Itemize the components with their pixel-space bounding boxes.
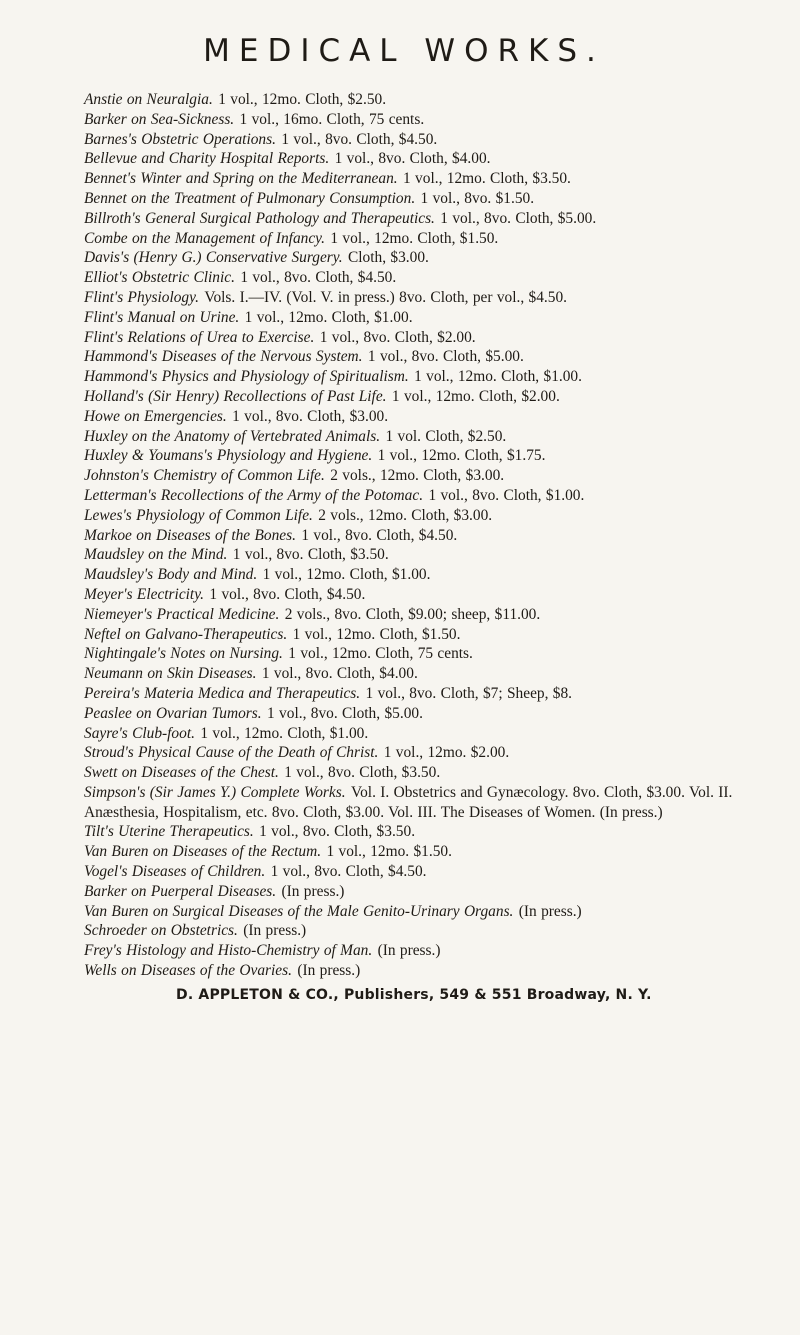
book-details: (In press.) xyxy=(297,962,361,980)
book-title: Wells on Diseases of the Ovaries. xyxy=(84,962,292,980)
book-entry xyxy=(84,149,760,169)
book-entry xyxy=(84,664,760,684)
book-title: Niemeyer's Practical Medicine. xyxy=(84,605,280,623)
book-details: 1 vol., 12mo. Cloth, $2.50. xyxy=(218,91,387,108)
book-title: Vogel's Diseases of Children. xyxy=(84,863,266,881)
book-details: 1 vol., 8vo. Cloth, $2.00. xyxy=(319,328,476,346)
book-title: Johnston's Chemistry of Common Life. xyxy=(84,467,325,485)
book-title: Pereira's Materia Medica and Therapeutics. xyxy=(84,684,361,702)
book-title: Barker on Puerperal Diseases. xyxy=(84,882,277,900)
book-title: Howe on Emergencies. xyxy=(84,407,227,425)
book-details: 1 vol., 12mo. Cloth, $1.50. xyxy=(330,229,499,247)
book-title: Flint's Physiology. xyxy=(84,288,199,306)
book-entry xyxy=(84,526,760,546)
book-title: Van Buren on Surgical Diseases of the Male Genito-Urinary Organs. xyxy=(84,902,514,920)
book-title: Bellevue and Charity Hospital Reports. xyxy=(84,150,330,168)
book-title: Simpson's (Sir James Y.) Complete Works. xyxy=(84,783,346,801)
book-details: Cloth, $3.00. xyxy=(348,249,429,267)
book-entry xyxy=(84,902,760,922)
book-title: Elliot's Obstetric Clinic. xyxy=(84,269,235,287)
book-title: Hammond's Diseases of the Nervous System. xyxy=(84,348,363,366)
book-details: 2 vols., 12mo. Cloth, $3.00. xyxy=(318,506,493,524)
book-details: 1 vol., 8vo. Cloth, $4.50. xyxy=(270,863,427,881)
book-details: 1 vol., 8vo. $1.50. xyxy=(420,189,535,207)
book-entry xyxy=(84,506,760,526)
book-title: Flint's Relations of Urea to Exercise. xyxy=(84,328,315,346)
book-details: 1 vol., 8vo. Cloth, $7; Sheep, $8. xyxy=(365,684,573,702)
book-details: 1 vol., 8vo. Cloth, $3.50. xyxy=(232,546,389,564)
book-entry xyxy=(84,961,760,981)
book-entry xyxy=(84,90,760,110)
book-entry xyxy=(84,466,760,486)
book-title: Anstie on Neuralgia. xyxy=(84,91,213,108)
book-entry xyxy=(84,446,760,466)
book-title: Flint's Manual on Urine. xyxy=(84,308,240,326)
book-entry xyxy=(84,565,760,585)
book-details: 1 vol., 12mo. Cloth, $1.50. xyxy=(292,625,461,643)
book-details: 1 vol., 8vo. Cloth, $4.50. xyxy=(209,585,366,603)
book-entry xyxy=(84,486,760,506)
book-list xyxy=(84,90,760,981)
book-entry xyxy=(84,407,760,427)
page-title: MEDICAL WORKS. xyxy=(203,33,605,69)
book-title: Letterman's Recollections of the Army of the Potomac. xyxy=(84,486,424,504)
book-title: Hammond's Physics and Physiology of Spiritualism. xyxy=(84,368,409,386)
book-details: 1 vol., 12mo. Cloth, $2.00. xyxy=(391,387,560,405)
book-details: 1 vol., 12mo. Cloth, $1.00. xyxy=(262,566,431,584)
book-details: (In press.) xyxy=(518,902,582,920)
publisher-imprint: D. APPLETON & CO., Publishers, 549 & 551 Broadway, N. Y. xyxy=(176,986,652,1003)
book-title: Holland's (Sir Henry) Recollections of Past Life. xyxy=(84,387,387,405)
book-entry xyxy=(84,189,760,209)
book-entry xyxy=(84,288,760,308)
book-details: 1 vol., 12mo. Cloth, $1.00. xyxy=(244,308,413,326)
book-entry xyxy=(84,248,760,268)
book-title: Van Buren on Diseases of the Rectum. xyxy=(84,843,322,861)
book-entry xyxy=(84,684,760,704)
book-details: 1 vol., 8vo. Cloth, $3.50. xyxy=(259,823,416,841)
book-details: (In press.) xyxy=(377,942,441,960)
book-entry xyxy=(84,268,760,288)
book-title: Stroud's Physical Cause of the Death of Christ. xyxy=(84,744,379,762)
book-details: 1 vol., 12mo. Cloth, 75 cents. xyxy=(288,645,473,663)
book-title: Maudsley's Body and Mind. xyxy=(84,566,258,584)
book-title: Maudsley on the Mind. xyxy=(84,546,228,564)
book-details: 2 vols., 12mo. Cloth, $3.00. xyxy=(330,467,505,485)
book-details: 1 vol. Cloth, $2.50. xyxy=(385,427,507,445)
book-details: 1 vol., 16mo. Cloth, 75 cents. xyxy=(239,110,425,128)
book-entry xyxy=(84,921,760,941)
book-title: Meyer's Electricity. xyxy=(84,585,205,603)
book-entry xyxy=(84,347,760,367)
book-details: Vol. I. Obstetrics and Gynæcology. 8vo. Cloth, $3.00. Vol. II. Anæsthesia, Hospitalism, etc. 8vo. Cloth, $3.00. Vol. III. The Diseases of Women. (In press.) xyxy=(84,783,733,821)
book-title: Billroth's General Surgical Pathology and Therapeutics. xyxy=(84,209,435,227)
book-title: Schroeder on Obstetrics. xyxy=(84,922,238,940)
book-entry xyxy=(84,209,760,229)
book-details: 1 vol., 8vo. Cloth, $1.00. xyxy=(428,486,585,504)
book-entry xyxy=(84,130,760,150)
book-entry xyxy=(84,724,760,744)
book-entry xyxy=(84,882,760,902)
book-details: 1 vol., 8vo. Cloth, $4.00. xyxy=(334,150,491,168)
book-entry xyxy=(84,308,760,328)
book-details: 1 vol., 8vo. Cloth, $3.50. xyxy=(284,764,441,782)
book-entry xyxy=(84,605,760,625)
book-title: Bennet's Winter and Spring on the Mediterranean. xyxy=(84,170,398,188)
book-entry xyxy=(84,763,760,783)
book-title: Sayre's Club-foot. xyxy=(84,724,195,742)
book-title: Nightingale's Notes on Nursing. xyxy=(84,645,283,663)
book-details: 1 vol., 8vo. Cloth, $4.50. xyxy=(281,130,438,148)
book-title: Davis's (Henry G.) Conservative Surgery. xyxy=(84,249,343,267)
book-entry xyxy=(84,625,760,645)
book-title: Huxley on the Anatomy of Vertebrated Animals. xyxy=(84,427,381,445)
book-details: 1 vol., 12mo. Cloth, $1.00. xyxy=(414,368,582,386)
book-details: 1 vol., 8vo. Cloth, $5.00. xyxy=(367,348,524,366)
book-entry xyxy=(84,842,760,862)
book-details: 1 vol., 8vo. Cloth, $4.00. xyxy=(261,665,418,683)
book-entry xyxy=(84,585,760,605)
book-details: 1 vol., 8vo. Cloth, $4.50. xyxy=(240,269,397,287)
book-details: 1 vol., 8vo. Cloth, $4.50. xyxy=(301,526,458,544)
book-details: 2 vols., 8vo. Cloth, $9.00; sheep, $11.00. xyxy=(284,605,541,623)
book-entry xyxy=(84,704,760,724)
book-details: (In press.) xyxy=(281,882,345,900)
book-title: Tilt's Uterine Therapeutics. xyxy=(84,823,254,841)
book-title: Combe on the Management of Infancy. xyxy=(84,229,326,247)
book-details: 1 vol., 12mo. Cloth, $3.50. xyxy=(403,170,571,188)
book-details: 1 vol., 12mo. $2.00. xyxy=(383,744,510,762)
book-entry xyxy=(84,862,760,882)
book-entry xyxy=(84,743,760,763)
book-details: 1 vol., 8vo. Cloth, $3.00. xyxy=(232,407,389,425)
book-entry xyxy=(84,644,760,664)
book-details: 1 vol., 8vo. Cloth, $5.00. xyxy=(267,704,423,722)
book-title: Peaslee on Ovarian Tumors. xyxy=(84,704,262,722)
book-title: Markoe on Diseases of the Bones. xyxy=(84,526,296,544)
book-title: Lewes's Physiology of Common Life. xyxy=(84,506,313,524)
book-details: (In press.) xyxy=(243,922,307,940)
book-title: Huxley & Youmans's Physiology and Hygiene. xyxy=(84,447,373,465)
book-details: 1 vol., 12mo. $1.50. xyxy=(326,843,452,861)
book-entry xyxy=(84,367,760,387)
book-title: Neftel on Galvano-Therapeutics. xyxy=(84,625,288,643)
book-title: Frey's Histology and Histo-Chemistry of Man. xyxy=(84,942,373,960)
book-details: 1 vol., 12mo. Cloth, $1.75. xyxy=(377,447,546,465)
book-title: Neumann on Skin Diseases. xyxy=(84,665,257,683)
book-details: 1 vol., 8vo. Cloth, $5.00. xyxy=(440,209,597,227)
book-entry xyxy=(84,169,760,189)
book-entry xyxy=(84,387,760,407)
book-title: Bennet on the Treatment of Pulmonary Consumption. xyxy=(84,189,416,207)
book-entry xyxy=(84,427,760,447)
book-entry xyxy=(84,545,760,565)
book-entry xyxy=(84,229,760,249)
book-title: Swett on Diseases of the Chest. xyxy=(84,764,279,782)
book-entry xyxy=(84,328,760,348)
book-entry xyxy=(84,941,760,961)
book-entry xyxy=(84,783,760,823)
book-details: 1 vol., 12mo. Cloth, $1.00. xyxy=(200,724,369,742)
book-title: Barnes's Obstetric Operations. xyxy=(84,130,276,148)
book-title: Barker on Sea-Sickness. xyxy=(84,110,235,128)
book-entry xyxy=(84,110,760,130)
book-entry xyxy=(84,822,760,842)
book-details: Vols. I.—IV. (Vol. V. in press.) 8vo. Cloth, per vol., $4.50. xyxy=(204,288,568,306)
